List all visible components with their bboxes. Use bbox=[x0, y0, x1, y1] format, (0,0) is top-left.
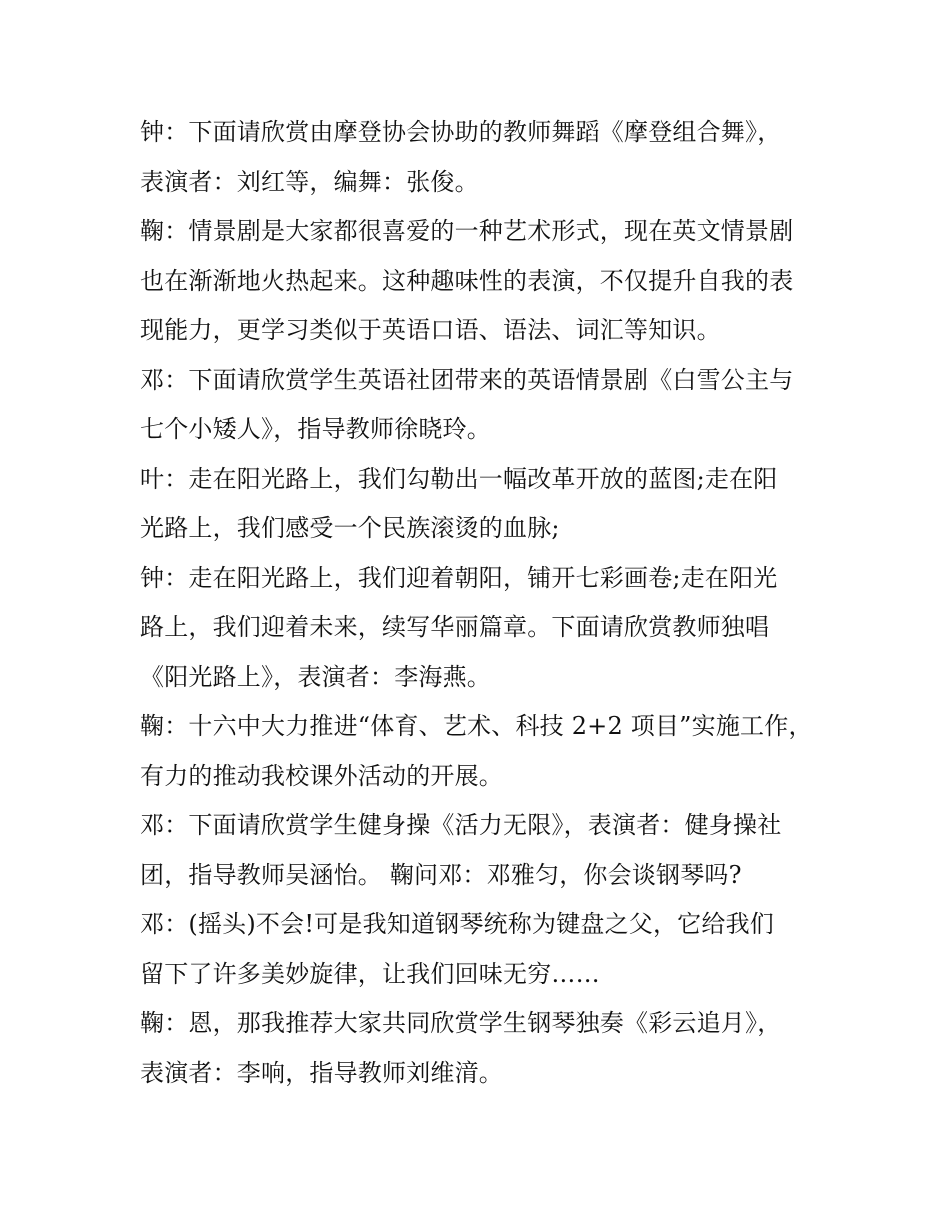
text-line: 叶：走在阳光路上，我们勾勒出一幅改革开放的蓝图;走在阳 bbox=[140, 464, 778, 493]
text-line: 表演者：刘红等，编舞：张俊。 bbox=[140, 167, 479, 196]
text-line: 留下了许多美妙旋律，让我们回味无穷…… bbox=[140, 959, 600, 988]
text-line: 有力的推动我校课外活动的开展。 bbox=[140, 761, 503, 790]
text-line: 路上，我们迎着未来，续写华丽篇章。下面请欣赏教师独唱 bbox=[140, 613, 770, 641]
text-line: 光路上，我们感受一个民族滚烫的血脉; bbox=[140, 514, 560, 542]
text-line: 现能力，更学习类似于英语口语、语法、词汇等知识。 bbox=[140, 316, 721, 344]
text-line: 钟：下面请欣赏由摩登协会协助的教师舞蹈《摩登组合舞》， bbox=[140, 118, 782, 146]
text-line: 邓：下面请欣赏学生健身操《活力无限》，表演者：健身操社 bbox=[140, 811, 782, 839]
text-line: 表演者：李响，指导教师刘维湇。 bbox=[140, 1058, 503, 1087]
text-line: 鞠：十六中大力推进“体育、艺术、科技 2+2 项目”实施工作， bbox=[140, 712, 813, 740]
text-line: 钟：走在阳光路上，我们迎着朝阳，铺开七彩画卷;走在阳光 bbox=[140, 563, 778, 592]
text-line: 七个小矮人》，指导教师徐晓玲。 bbox=[140, 415, 491, 443]
text-line: 邓：(摇头)不会!可是我知道钢琴统称为键盘之父，它给我们 bbox=[140, 910, 774, 938]
text-line: 也在渐渐地火热起来。这种趣味性的表演，不仅提升自我的表 bbox=[140, 266, 794, 295]
text-line: 《阳光路上》，表演者：李海燕。 bbox=[140, 662, 491, 691]
text-line: 鞠：情景剧是大家都很喜爱的一种艺术形式，现在英文情景剧 bbox=[140, 217, 794, 245]
text-line: 团，指导教师吴涵怡。 鞠问邓：邓雅匀，你会谈钢琴吗? bbox=[140, 860, 742, 889]
document-body bbox=[140, 108, 830, 1098]
text-line: 邓：下面请欣赏学生英语社团带来的英语情景剧《白雪公主与 bbox=[140, 365, 794, 394]
text-line: 鞠：恩，那我推荐大家共同欣赏学生钢琴独奏《彩云追月》， bbox=[140, 1009, 782, 1037]
